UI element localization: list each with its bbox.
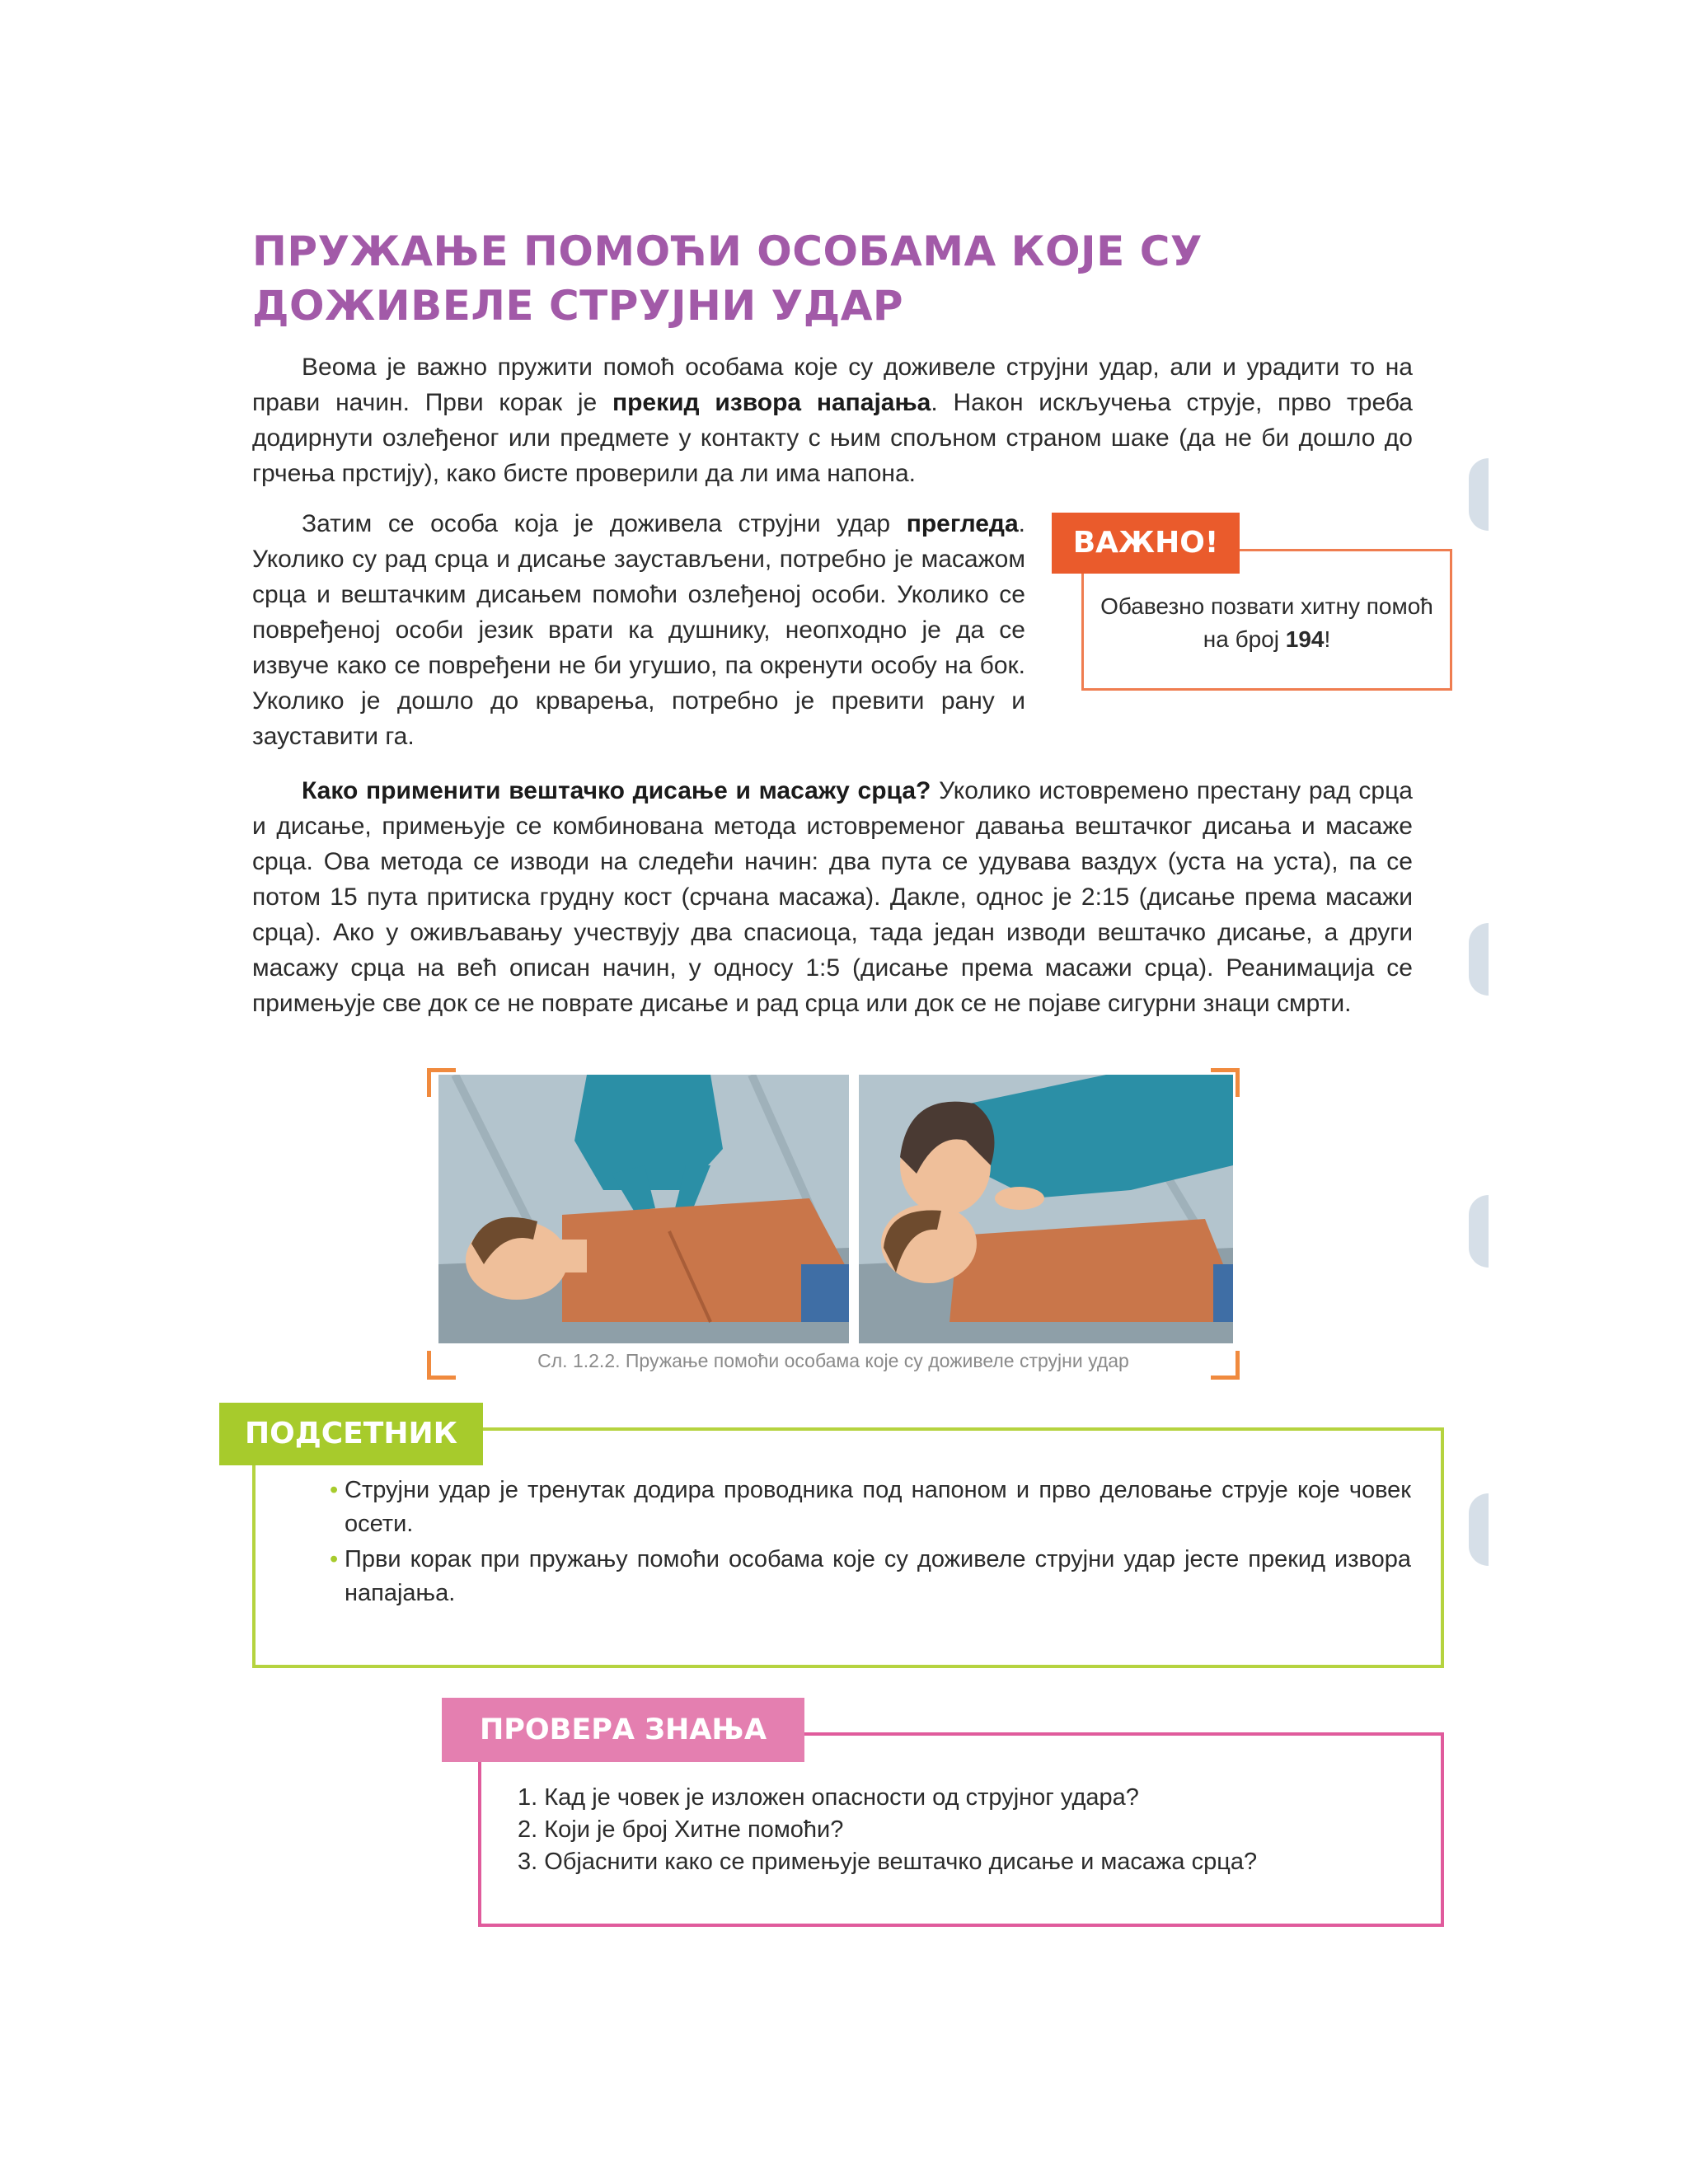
list-item-text: Први корак при пружању помоћи особама које су доживеле струјни удар јесте прекид извора напајања. — [345, 1546, 1411, 1606]
paragraph-bold-text: прегледа — [906, 510, 1019, 537]
reminder-list — [330, 1474, 1411, 1612]
page-edge-tab — [1469, 1195, 1489, 1268]
page-title: ПРУЖАЊЕ ПОМОЋИ ОСОБАМА КОЈЕ СУ ДОЖИВЕЛЕ СТРУЈНИ УДАР — [252, 227, 1203, 330]
important-text — [1091, 590, 1442, 656]
paragraph-text: . Уколико су рад срца и дисање заустављени, потребно је масажом срца и вештачким дисањем помоћи озлеђеној особи. Уколико се повређеној особи језик врати ка душнику, неопходно је да се извуче како се повређени не би угушио, па окренути особу на бок. Уколико је дошло до крварења, потребно је превити рану и зауставити га. — [252, 510, 1025, 750]
list-item — [330, 1543, 1411, 1610]
reminder-label: ПОДСЕТНИК — [219, 1403, 483, 1465]
important-label: ВАЖНО! — [1052, 513, 1240, 574]
paragraph-bold-text: прекид извора напајања — [612, 389, 931, 416]
examination-paragraph — [252, 506, 1025, 754]
paragraph-text: Веома је важно пружити помоћ особама које су доживеле струјни удар, али и урадити то на прави начин. Први корак је — [252, 354, 1413, 416]
important-text-end: ! — [1324, 626, 1331, 652]
figure-caption: Сл. 1.2.2. Пружање помоћи особама које су доживеле струјни удар — [537, 1350, 1129, 1371]
quiz-list — [518, 1782, 1424, 1878]
list-item-text: Струјни удар је тренутак додира проводника под напоном и прво деловање струје које човек осети. — [345, 1477, 1411, 1537]
list-item: 1. Кад је човек је изложен опасности од струјног удара? — [518, 1784, 1139, 1811]
paragraph-text: Затим се особа која је доживела струјни удар — [302, 510, 907, 537]
cpr-illustration — [427, 1068, 1240, 1380]
page-edge-tab — [1469, 1493, 1489, 1566]
list-item: 2. Који је број Хитне помоћи? — [518, 1816, 844, 1843]
bullet-icon: • — [330, 1477, 339, 1503]
rescue-breathing-image — [859, 1075, 1233, 1343]
chest-compression-image — [438, 1075, 849, 1343]
cpr-paragraph — [252, 773, 1413, 1021]
page-edge-tab — [1469, 923, 1489, 996]
list-item — [330, 1474, 1411, 1541]
paragraph-text: . Након искључења струје, прво треба додирнути озлеђеног или предмете у контакту с њим спољном страном шаке (да не би дошло до грчења прстију), како бисте проверили да ли има напона. — [252, 389, 1413, 487]
paragraph-text: Уколико истовремено престану рад срца и дисање, примењује се комбинована метода истовременог давања вештачког дисања и масаже срца. Ова метода се изводи на следећи начин: два пута се удувава ваздух (уста на уста), па се потом 15 пута притиска грудну кост (срчана масажа). Дакле, однос је 2:15 (дисање према масажи срца). Ако у оживљавању учествују два спасиоца, тада један изводи вештачко дисање, а други масажу срца на већ описан начин, у односу 1:5 (дисање према масажи срца). Реанимација се примењује све док се не поврате дисање и рад срца или док се не појаве сигурни знаци смрти. — [252, 777, 1413, 1017]
important-text-body: Обавезно позвати хитну помоћ на број — [1100, 593, 1433, 652]
quiz-label: ПРОВЕРА ЗНАЊА — [442, 1698, 804, 1762]
list-item: 3. Објаснити како се примењује вештачко дисање и масажа срца? — [518, 1849, 1258, 1875]
page-edge-tab — [1469, 458, 1489, 531]
paragraph-bold-text: Како применити вештачко дисање и масажу срца? — [302, 777, 931, 804]
bullet-icon: • — [330, 1546, 339, 1572]
intro-paragraph — [252, 349, 1413, 491]
emergency-number: 194 — [1285, 626, 1325, 652]
